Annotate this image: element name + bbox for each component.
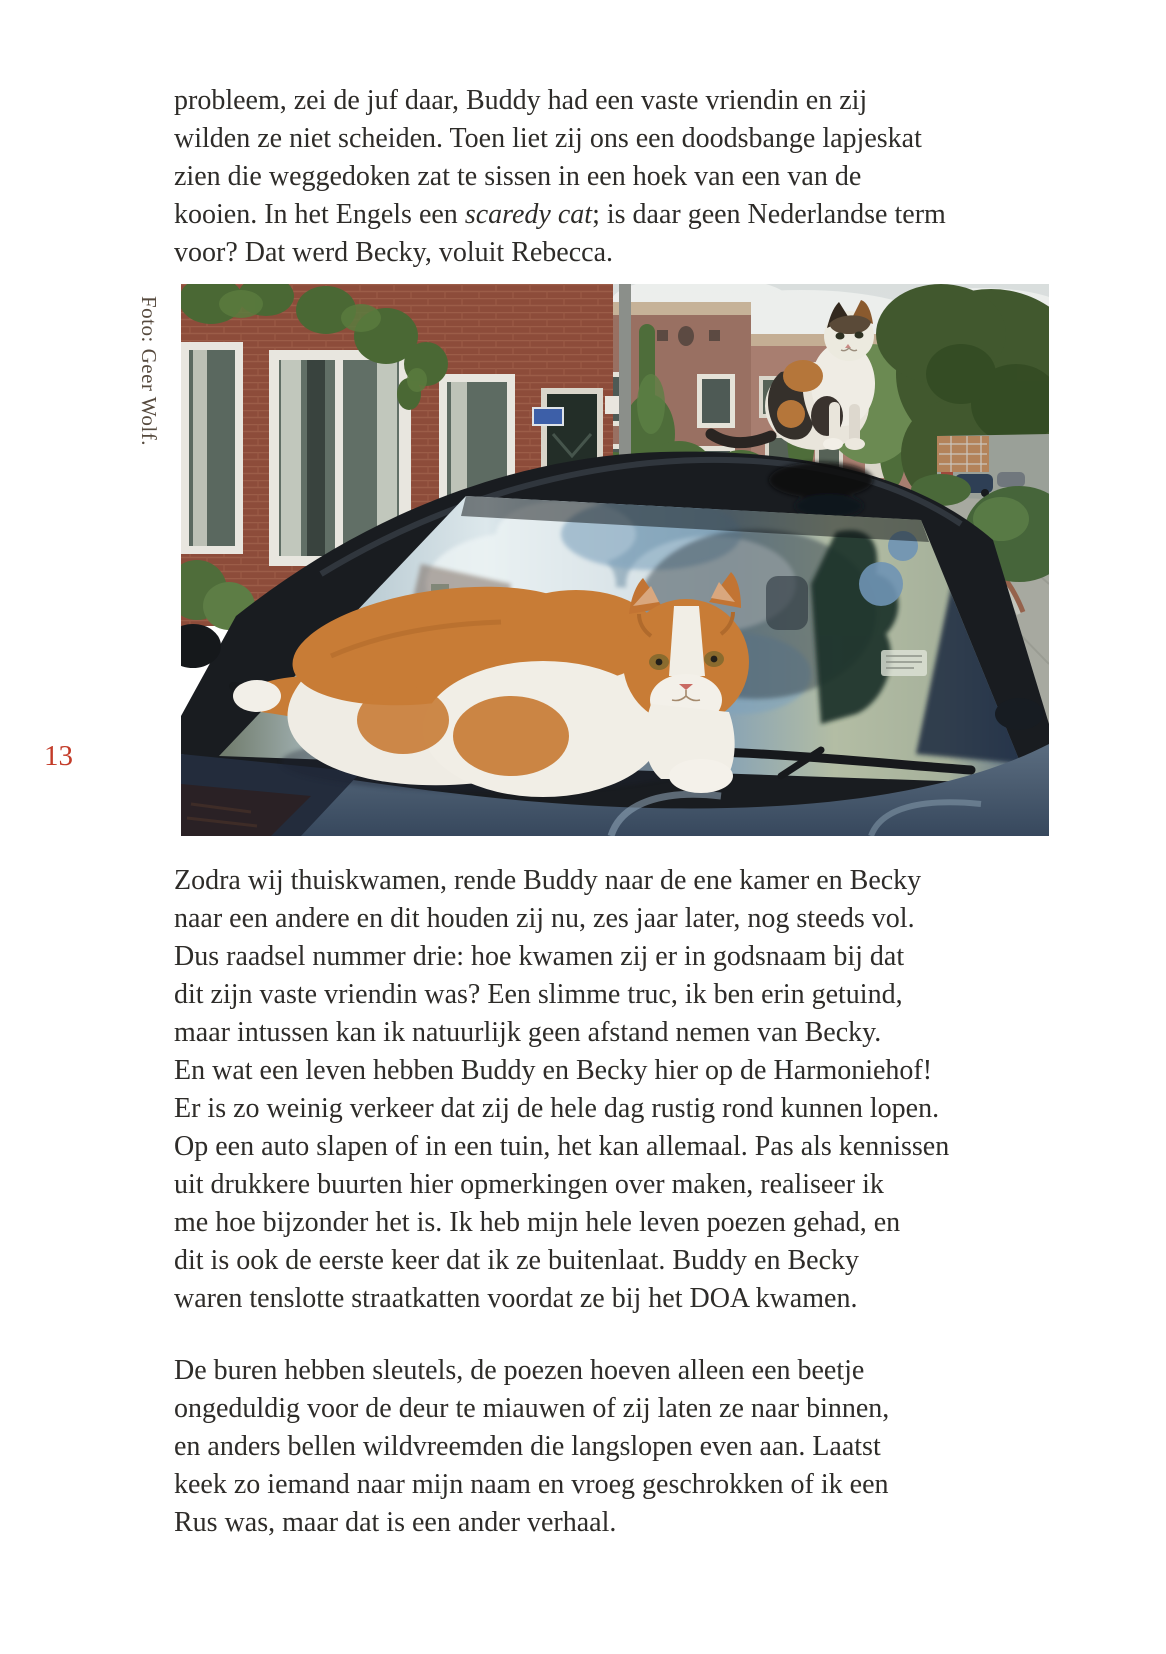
text-line: Zodra wij thuiskwamen, rende Buddy naar de ene kamer en Becky xyxy=(174,865,922,896)
text-line: Op een auto slapen of in een tuin, het kan allemaal. Pas als kennissen xyxy=(174,1131,950,1162)
text-line: me hoe bijzonder het is. Ik heb mijn hele leven poezen gehad, en xyxy=(174,1207,901,1238)
text-line: En wat een leven hebben Buddy en Becky hier op de Harmoniehof! xyxy=(174,1055,933,1086)
text-line: keek zo iemand naar mijn naam en vroeg geschrokken of ik een xyxy=(174,1469,889,1500)
side-mirror-right xyxy=(995,698,1043,730)
text-line: zien die weggedoken zat te sissen in een hoek van een van de xyxy=(174,161,862,192)
paragraph-1 xyxy=(174,82,1019,272)
text-line: wilden ze niet scheiden. Toen liet zij ons een doodsbange lapjeskat xyxy=(174,123,922,154)
text-line: ongeduldig voor de deur te miauwen of zij laten ze naar binnen, xyxy=(174,1393,890,1424)
text-line: waren tenslotte straatkatten voordat ze bij het DOA kwamen. xyxy=(174,1283,858,1314)
text-line: dit is ook de eerste keer dat ik ze buitenlaat. Buddy en Becky xyxy=(174,1245,860,1276)
text-line: maar intussen kan ik natuurlijk geen afstand nemen van Becky. xyxy=(174,1017,882,1048)
text-line: De buren hebben sleutels, de poezen hoeven alleen een beetje xyxy=(174,1355,865,1386)
text-line: en anders bellen wildvreemden die langslopen even aan. Laatst xyxy=(174,1431,881,1462)
photo-illustration xyxy=(181,284,1049,836)
photo-credit: Foto: Geer Wolf. xyxy=(137,296,161,446)
text-line: uit drukkere buurten hier opmerkingen over maken, realiseer ik xyxy=(174,1169,884,1200)
text-line: kooien. In het Engels een scaredy cat; is daar geen Nederlandse term xyxy=(174,199,946,230)
paragraph-2 xyxy=(174,862,1019,1318)
text-line: Er is zo weinig verkeer dat zij de hele dag rustig rond kunnen lopen. xyxy=(174,1093,940,1124)
text-line: Rus was, maar dat is een ander verhaal. xyxy=(174,1507,617,1538)
text-line: probleem, zei de juf daar, Buddy had een vaste vriendin en zij xyxy=(174,85,868,116)
text-line: voor? Dat werd Becky, voluit Rebecca. xyxy=(174,237,614,268)
photo-cats-on-car xyxy=(181,284,1049,836)
text-line: naar een andere en dit houden zij nu, zes jaar later, nog steeds vol. xyxy=(174,903,915,934)
page-number: 13 xyxy=(44,740,73,772)
text-line: Dus raadsel nummer drie: hoe kwamen zij er in godsnaam bij dat xyxy=(174,941,905,972)
paragraph-3 xyxy=(174,1352,1019,1542)
text-line: dit zijn vaste vriendin was? Een slimme truc, ik ben erin getuind, xyxy=(174,979,903,1010)
